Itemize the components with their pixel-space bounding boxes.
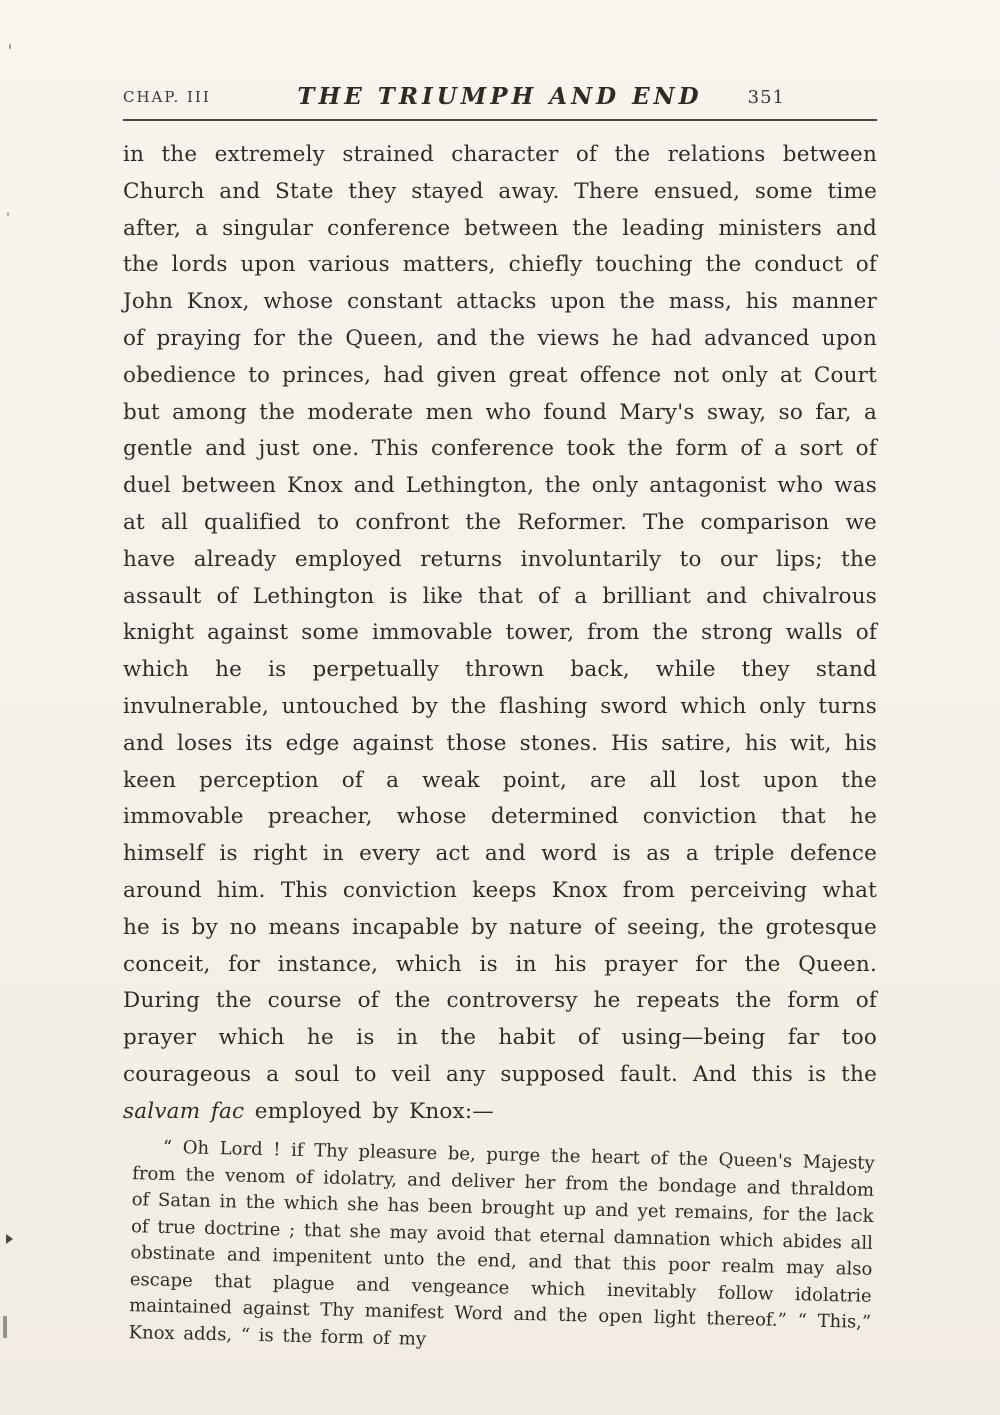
- scan-artifact: [9, 44, 11, 49]
- running-title: THE TRIUMPH AND END: [297, 83, 703, 110]
- body-paragraph: in the extremely strained character of the relations between Church and State they stayed away. There ensued, some time after, a singular conference between the leading ministers and the lords upon various matters, chiefly touching the conduct of John Knox, whose constant attacks upon the mass, his manner of praying for the Queen, and the views he had advanced upon obedience to princes, had given great offence not only at Court but among the moderate men who found Mary's sway, so far, a gentle and just one. This conference took the form of a sort of duel between Knox and Lethington, the only antagonist who was at all qualified to confront the Reformer. The comparison we have already employed returns involuntarily to our lips; the assault of Lethington is like that of a brilliant and chivalrous knight against some immovable tower, from the strong walls of which he is perpetually thrown back, while they stand invulnerable, untouched by the flashing sword which only turns and loses its edge against those stones. His satire, his wit, his keen perception of a weak point, are all lost upon the immovable preacher, whose determined conviction that he himself is right in every act and word is as a triple defence around him. This conviction keeps Knox from perceiving what he is by no means incapable by nature of seeing, the grotesque conceit, for instance, which is in his prayer for the Queen. During the course of the controversy he repeats the form of prayer which he is in the habit of using—being far too courageous a soul to veil any supposed fault. And this is the salvam fac employed by Knox:—: [123, 142, 877, 1124]
- scan-artifact: [6, 1234, 13, 1244]
- page-header: [123, 76, 877, 110]
- page-body: [123, 137, 877, 1363]
- book-page: [123, 0, 877, 1363]
- page-number: 351: [747, 87, 785, 108]
- chapter-label: CHAP. III: [123, 88, 211, 106]
- quote-paragraph: “ Oh Lord ! if Thy pleasure be, purge the heart of the Queen's Majesty from the venom of idolatry, and deliver her from the bondage and thraldom of Satan in the which she has been brought up and yet remains, for the lack of true doctrine ; that she may avoid that eternal damnation which abides all obstinate and impenitent unto the end, and that this poor realm may also escape that plague and vengeance which inevitably follow idolatrie maintained against Thy manifest Word and the open light thereof.” “ This,” Knox adds, “ is the form of my: [128, 1136, 875, 1349]
- header-rule: [123, 119, 877, 121]
- scan-artifact: [3, 1316, 7, 1338]
- scan-artifact: [7, 212, 9, 216]
